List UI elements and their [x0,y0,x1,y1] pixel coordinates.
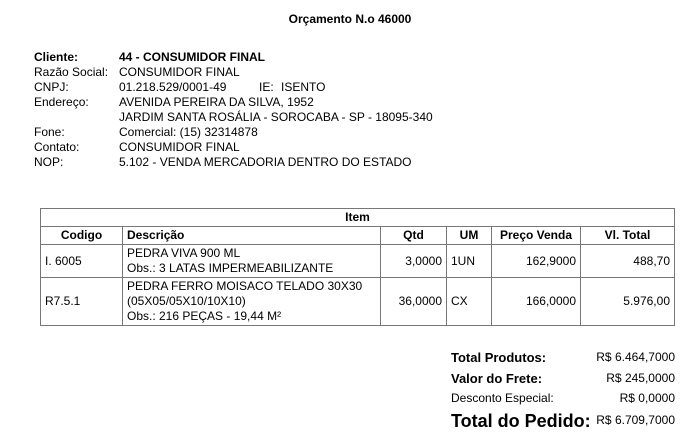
ie-label: IE: [259,80,274,94]
desc-line: PEDRA VIVA 900 ML [127,246,241,260]
items-table [40,208,675,326]
cliente-label: Cliente: [34,50,79,64]
cnpj-value: 01.218.529/0001-49 [119,80,227,94]
endereco-label: Endereço: [34,95,89,109]
cell-preco: 166,0000 [492,278,581,326]
cell-qtd: 3,0000 [381,245,447,278]
cell-codigo: I. 6005 [41,245,123,278]
nop-value: 5.102 - VENDA MERCADORIA DENTRO DO ESTADO [119,155,412,169]
cell-total: 5.976,00 [581,278,675,326]
cell-total: 488,70 [581,245,675,278]
total-produtos-label: Total Produtos: [451,350,547,365]
fone-value: Comercial: (15) 32314878 [119,125,258,139]
cell-qtd: 36,0000 [381,278,447,326]
total-pedido-label: Total do Pedido: [451,411,591,431]
endereco-line2: JARDIM SANTA ROSÁLIA - SOROCABA - SP - 18095-340 [119,110,433,124]
col-total: Vl. Total [581,227,675,245]
desconto-label: Desconto Especial: [451,391,554,405]
cell-codigo: R7.5.1 [41,278,123,326]
frete-value: R$ 245,0000 [606,371,675,385]
cell-um: 1UN [447,245,492,278]
desc-line: PEDRA FERRO MOISACO TELADO 30X30 [127,279,363,293]
table-row [41,278,675,326]
col-um: UM [447,227,492,245]
razao-value: CONSUMIDOR FINAL [119,65,240,79]
cliente-value: 44 - CONSUMIDOR FINAL [119,50,266,64]
contato-label: Contato: [34,140,80,154]
total-produtos-value: R$ 6.464,7000 [596,350,675,364]
cell-descricao [123,245,381,278]
cell-preco: 162,9000 [492,245,581,278]
col-qtd: Qtd [381,227,447,245]
desc-obs: Obs.: 3 LATAS IMPERMEABILIZANTE [127,261,334,275]
ie-value: ISENTO [281,80,326,94]
nop-label: NOP: [34,155,64,169]
col-descricao: Descrição [123,227,381,245]
table-caption: Item [41,209,675,227]
desconto-value: R$ 0,0000 [619,391,675,405]
table-row [41,245,675,278]
table-header-row [41,227,675,245]
col-codigo: Codigo [41,227,123,245]
cell-descricao [123,278,381,326]
cell-um: CX [447,278,492,326]
desc-line: (05X05/05X10/10X10) [127,294,246,308]
col-preco: Preço Venda [492,227,581,245]
total-pedido-value: R$ 6.709,7000 [596,413,675,427]
desc-obs: Obs.: 216 PEÇAS - 19,44 M² [127,309,282,323]
frete-label: Valor do Frete: [451,371,543,386]
endereco-line1: AVENIDA PEREIRA DA SILVA, 1952 [119,95,314,109]
contato-value: CONSUMIDOR FINAL [119,140,240,154]
fone-label: Fone: [34,125,65,139]
page-title: Orçamento N.o 46000 [288,12,412,26]
razao-label: Razão Social: [34,65,109,79]
cnpj-label: CNPJ: [34,80,69,94]
